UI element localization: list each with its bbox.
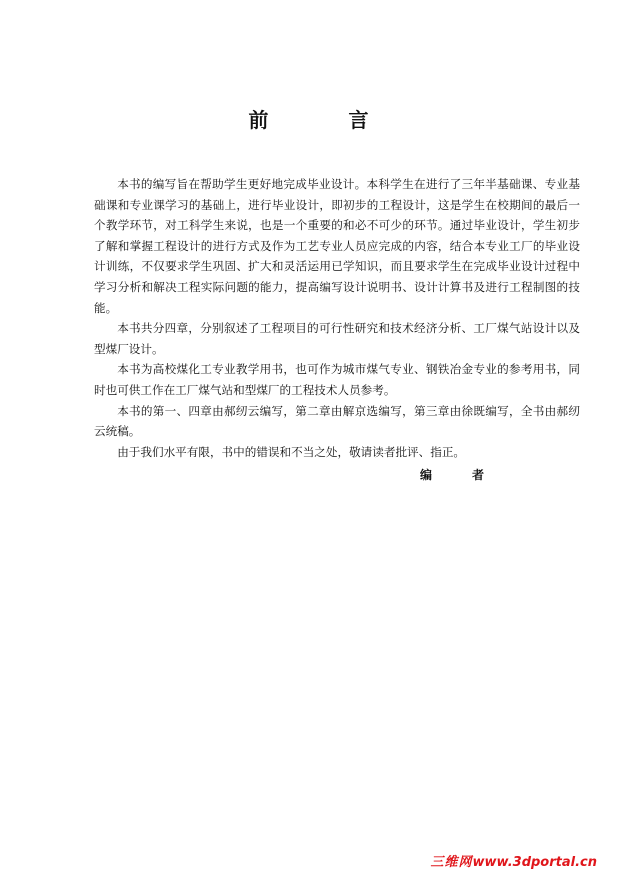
- paragraph-4: 本书的第一、四章由郝纫云编写，第二章由解京选编写，第三章由徐既编写，全书由郝纫云统稿。: [94, 403, 580, 439]
- paragraph-2: 本书共分四章，分别叙述了工程项目的可行性研究和技术经济分析、工厂煤气站设计以及型煤厂设计。: [94, 321, 580, 356]
- preface-body: [94, 174, 580, 462]
- paragraph-1: 本书的编写旨在帮助学生更好地完成毕业设计。本科学生在进行了三年半基础课、专业基础课和专业课学习的基础上，进行毕业设计，即初步的工程设计，这是学生在校期间的最后一个教学环节，对工科学生来说，也是一个重要的和必不可少的环节。通过毕业设计，学生初步了解和掌握工程设计的进行方式及作为工艺专业人员应完成的内容，结合本专业工厂的毕业设计训练，不仅要求学生巩固、扩大和灵活运用已学知识，而且要求学生在完成毕业设计过程中学习分析和解决工程实际问题的能力，提高编写设计说明书、设计计算书及进行工程制图的技能。: [94, 177, 580, 315]
- paragraph-3: 本书为高校煤化工专业教学用书，也可作为城市煤气专业、钢铁冶金专业的参考用书，同时也可供工作在工厂煤气站和型煤厂的工程技术人员参考。: [94, 362, 580, 397]
- watermark-chinese: 三维网: [430, 855, 473, 870]
- site-watermark: [431, 851, 598, 870]
- author-signature: 编 者: [420, 468, 499, 482]
- page-title: 前 言: [248, 108, 399, 132]
- paragraph-5: 由于我们水平有限，书中的错误和不当之处，敬请读者批评、指正。: [117, 444, 466, 459]
- watermark-url: www.3dportal.cn: [472, 855, 597, 870]
